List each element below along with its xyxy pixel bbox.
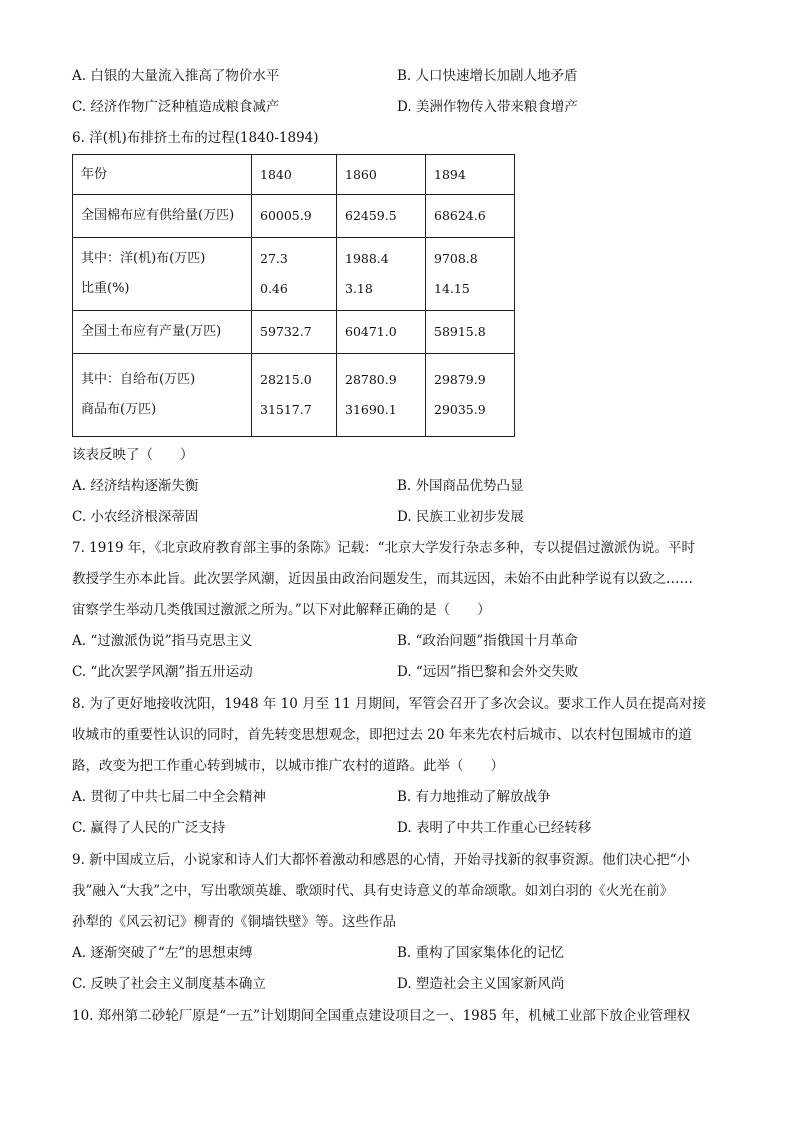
row-label-line: 比重(%) [81, 281, 130, 296]
q8-stem-line1: 8. 为了更好地接收沈阳，1948 年 10 月至 11 月期间，军管会召开了多次会议。要求工作人员在提高对接 [72, 696, 706, 712]
q6-option-a: A. 经济结构逐渐失衡 [72, 478, 199, 494]
q9-option-a: A. 逐渐突破了“左”的思想束缚 [72, 945, 253, 961]
q6-option-d: D. 民族工业初步发展 [397, 509, 524, 525]
cell-line: 28215.0 [260, 372, 312, 387]
cell-line: 29035.9 [434, 402, 486, 417]
q9-option-c: C. 反映了社会主义制度基本确立 [72, 976, 266, 992]
table-cell: 68624.6 [426, 195, 515, 238]
row-label-line: 其中：洋(机)布(万匹) [81, 251, 206, 266]
table-cell: 60471.0 [337, 311, 426, 354]
cell-line: 31690.1 [345, 402, 397, 417]
q5-option-d: D. 美洲作物传入带来粮食增产 [397, 99, 578, 115]
q5-option-a: A. 白银的大量流入推高了物价水平 [72, 68, 280, 84]
row-label: 全国棉布应有供给量(万匹) [73, 195, 252, 238]
q7-option-b: B. “政治问题”指俄国十月革命 [397, 633, 578, 649]
q9-option-b: B. 重构了国家集体化的记忆 [397, 945, 565, 961]
q8-option-a: A. 贯彻了中共七届二中全会精神 [72, 789, 266, 805]
q8-option-c: C. 赢得了人民的广泛支持 [72, 820, 226, 836]
table-cell: 58915.8 [426, 311, 515, 354]
cell-line: 28780.9 [345, 372, 397, 387]
q7-stem-line2: 教授学生亦本此旨。此次罢学风潮，近因虽由政治问题发生，而其远因，未始不由此种学说有以致之…… [72, 571, 693, 587]
table-cell [426, 238, 515, 311]
table-row [73, 195, 515, 238]
q8-option-b: B. 有力地推动了解放战争 [397, 789, 551, 805]
table-cell [337, 354, 426, 437]
cell-line: 31517.7 [260, 402, 312, 417]
q7-option-a: A. “过激派伪说”指马克思主义 [72, 633, 253, 649]
q7-option-d: D. “远因”指巴黎和会外交失败 [397, 664, 579, 680]
q5-option-b: B. 人口快速增长加剧人地矛盾 [397, 68, 578, 84]
cell-line: 27.3 [260, 251, 288, 266]
table-row [73, 238, 515, 311]
q9-stem-line2: 我”融入“大我”之中，写出歌颂英雄、歌颂时代、具有史诗意义的革命颂歌。如刘白羽的《火光在前》 [72, 883, 674, 899]
q7-stem-line3: 宙察学生举动几类俄国过激派之所为。”以下对此解释正确的是（ ） [72, 602, 491, 618]
q8-stem-line2: 收城市的重要性认识的同时，首先转变思想观念，即把过去 20 年来先农村后城市、以农村包围城市的道 [72, 727, 692, 743]
header-year: 年份 [73, 155, 252, 195]
row-label-line: 商品布(万匹) [81, 402, 157, 417]
row-label: 全国土布应有产量(万匹) [73, 311, 252, 354]
cell-line: 1988.4 [345, 251, 389, 266]
q9-stem-line1: 9. 新中国成立后，小说家和诗人们大都怀着激动和感恩的心情，开始寻找新的叙事资源。他们决心把“小 [72, 852, 691, 868]
row-label [73, 238, 252, 311]
q7-stem-line1: 7. 1919 年，《北京政府教育部主事的条陈》记载：“北京大学发行杂志多种，专以提倡过激派伪说。平时 [72, 540, 695, 556]
header-1860: 1860 [337, 155, 426, 195]
q6-data-table [72, 154, 515, 437]
table-cell [252, 238, 337, 311]
q5-option-c: C. 经济作物广泛种植造成粮食减产 [72, 99, 280, 115]
row-label [73, 354, 252, 437]
table-cell: 62459.5 [337, 195, 426, 238]
table-cell: 60005.9 [252, 195, 337, 238]
row-label-line: 其中：自给布(万匹) [81, 372, 196, 387]
cell-line: 29879.9 [434, 372, 486, 387]
table-cell [252, 354, 337, 437]
header-1840: 1840 [252, 155, 337, 195]
table-row [73, 354, 515, 437]
q9-option-d: D. 塑造社会主义国家新风尚 [397, 976, 565, 992]
table-header-row [73, 155, 515, 195]
header-1894: 1894 [426, 155, 515, 195]
table-cell [426, 354, 515, 437]
q6-option-b: B. 外国商品优势凸显 [397, 478, 524, 494]
q8-option-d: D. 表明了中共工作重心已经转移 [397, 820, 592, 836]
cell-line: 3.18 [345, 281, 373, 296]
cell-line: 0.46 [260, 281, 288, 296]
q6-option-c: C. 小农经济根深蒂固 [72, 509, 199, 525]
table-cell: 59732.7 [252, 311, 337, 354]
q8-stem-line3: 路，改变为把工作重心转到城市，以城市推广农村的道路。此举（ ） [72, 758, 504, 774]
table-cell [337, 238, 426, 311]
q6-stem: 6. 洋(机)布排挤土布的过程(1840-1894) [72, 130, 319, 146]
q9-stem-line3: 孙犁的《风云初记》柳青的《铜墙铁壁》等。这些作品 [72, 914, 396, 930]
q10-stem-line1: 10. 郑州第二砂轮厂原是“一五”计划期间全国重点建设项目之一、1985 年，机械工业部下放企业管理权 [72, 1008, 691, 1024]
table-row [73, 311, 515, 354]
cell-line: 9708.8 [434, 251, 478, 266]
q6-question: 该表反映了（ ） [72, 447, 194, 463]
cell-line: 14.15 [434, 281, 470, 296]
q7-option-c: C. “此次罢学风潮”指五卅运动 [72, 664, 253, 680]
